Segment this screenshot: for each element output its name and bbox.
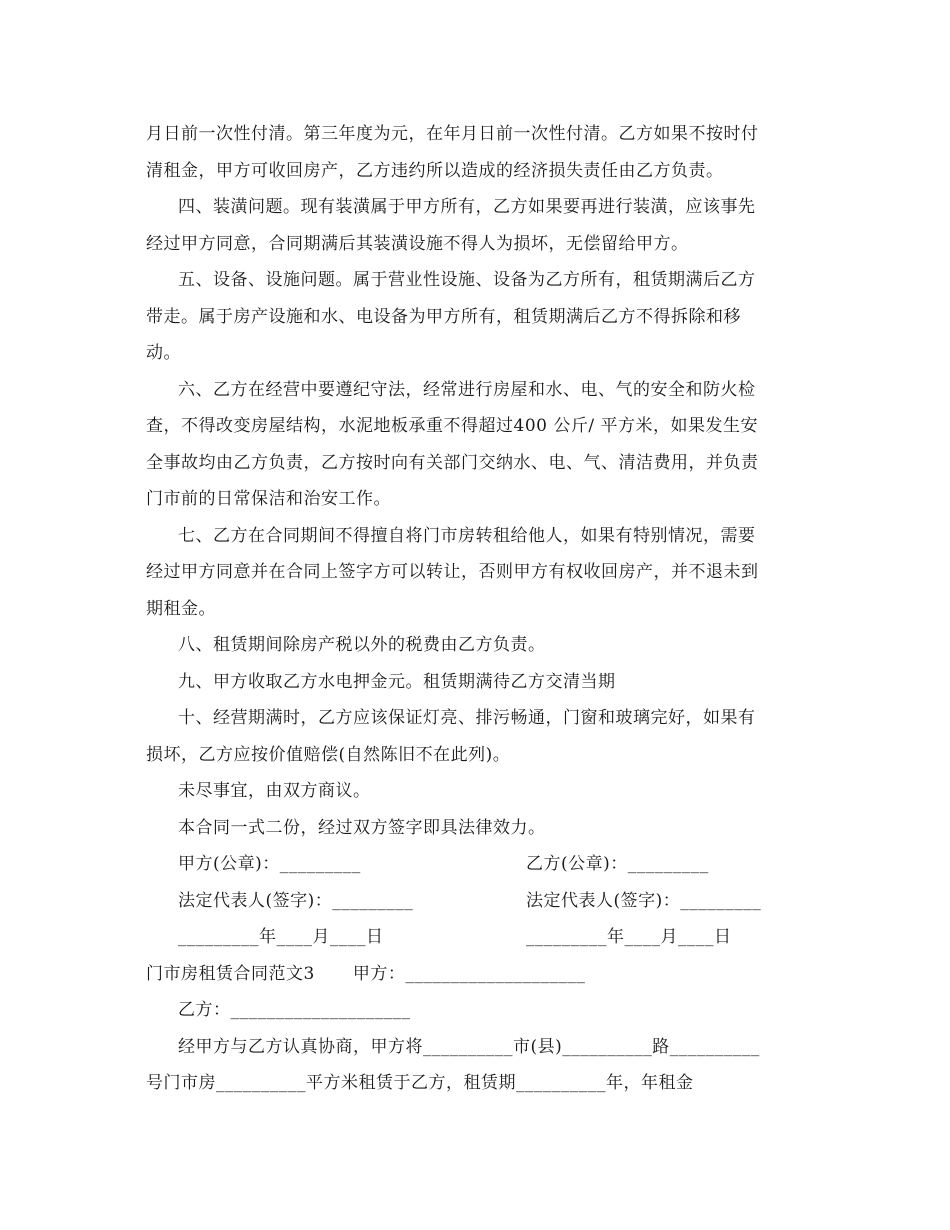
- text-line: 带走。属于房产设施和水、电设备为甲方所有，租赁期满后乙方不得拆除和移: [146, 306, 741, 327]
- clause-6: 六、乙方在经营中要遵纪守法，经常进行房屋和水、电、气的安全和防火检: [178, 379, 756, 400]
- text-line: 号门市房__________平方米租赁于乙方，租赁期__________年，年租金: [146, 1073, 694, 1093]
- clause-9: 九、甲方收取乙方水电押金元。租赁期满待乙方交清当期: [178, 671, 616, 692]
- opening-paragraph: 经甲方与乙方认真协商，甲方将__________市(县)__________路__________: [178, 1036, 760, 1057]
- clause-5: 五、设备、设施问题。属于营业性设施、设备为乙方所有，租赁期满后乙方: [178, 270, 756, 290]
- party-b-representative: 法定代表人(签字)：_________: [526, 890, 762, 911]
- text-line: 月日前一次性付清。第三年度为元，在年月日前一次性付清。乙方如果不按时付: [146, 124, 759, 144]
- section-title: 门市房租赁合同范文3: [146, 963, 315, 984]
- clause-4: 四、装潢问题。现有装潢属于甲方所有，乙方如果要再进行装潢，应该事先: [178, 197, 756, 217]
- clause-8: 八、租赁期间除房产税以外的税费由乙方负责。: [178, 635, 546, 655]
- date-row: [146, 919, 806, 956]
- party-a-date: _________年____月____日: [178, 927, 384, 947]
- misc-clause: 未尽事宜，由双方商议。: [178, 781, 371, 801]
- text-line: 期租金。: [146, 598, 216, 619]
- text-line: 损坏，乙方应按价值赔偿(自然陈旧不在此列)。: [146, 744, 511, 765]
- copies-clause: 本合同一式二份，经过双方签字即具法律效力。: [178, 817, 546, 838]
- party-b-field: 乙方：____________________: [178, 1000, 411, 1020]
- next-section-header: [146, 956, 806, 993]
- text-line: 清租金，甲方可收回房产，乙方违约所以造成的经济损失责任由乙方负责。: [146, 160, 724, 181]
- party-a-seal: 甲方(公章)：_________: [178, 854, 361, 874]
- party-b-seal: 乙方(公章)：_________: [526, 854, 709, 874]
- text-line: 经过甲方同意并在合同上签字方可以转让，否则甲方有权收回房产，并不退未到: [146, 562, 759, 582]
- text-line: 动。: [146, 343, 181, 363]
- clause-10: 十、经营期满时，乙方应该保证灯亮、排污畅通，门窗和玻璃完好，如果有: [178, 708, 756, 728]
- text-line: 经过甲方同意，合同期满后其装潢设施不得人为损坏，无偿留给甲方。: [146, 233, 689, 254]
- party-b-date: _________年____月____日: [526, 927, 732, 947]
- party-a-representative: 法定代表人(签字)：_________: [178, 890, 414, 911]
- seal-row: [146, 846, 806, 883]
- text-line: 全事故均由乙方负责，乙方按时向有关部门交纳水、电、气、清洁费用，并负责: [146, 452, 759, 473]
- text-line: 门市前的日常保洁和治安工作。: [146, 489, 391, 509]
- clause-7: 七、乙方在合同期间不得擅自将门市房转租给他人，如果有特别情况，需要: [178, 525, 756, 546]
- representative-row: [146, 883, 806, 920]
- document-body: [146, 116, 806, 1102]
- text-line: 查，不得改变房屋结构，水泥地板承重不得超过400 公斤/ 平方米，如果发生安: [146, 416, 758, 436]
- party-a-field: 甲方：____________________: [352, 963, 586, 984]
